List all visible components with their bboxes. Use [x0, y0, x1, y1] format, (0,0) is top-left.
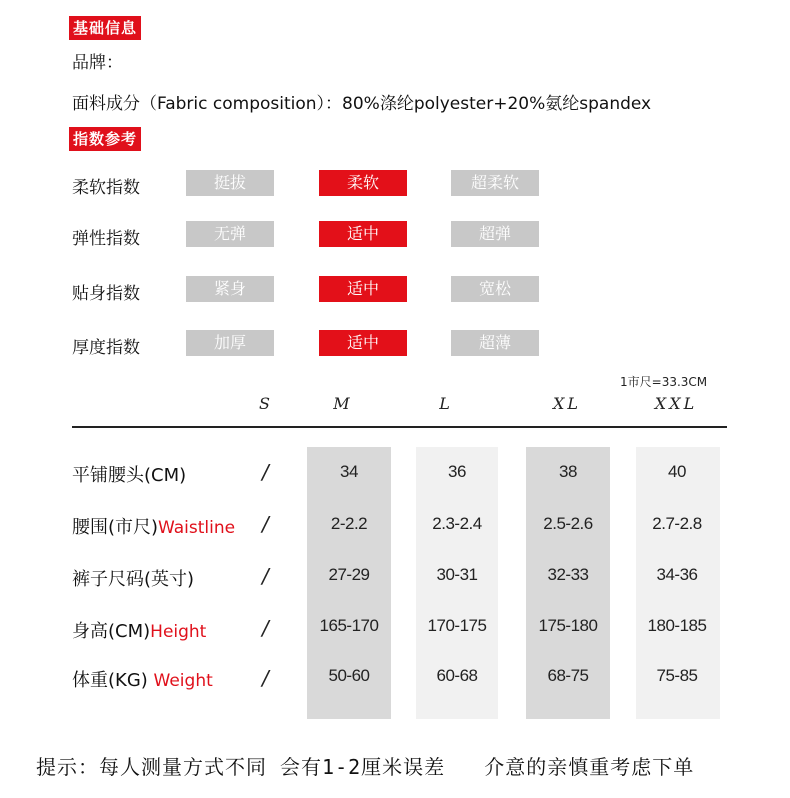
index-ref-tag: 指数参考 [69, 127, 141, 151]
size-s-cell: / [262, 564, 269, 588]
size-xl-cell: 2.5-2.6 [543, 514, 593, 533]
size-l-cell: 60-68 [436, 666, 478, 685]
size-header-xxl: XXL [654, 394, 698, 413]
size-m-cell: 165-170 [319, 616, 379, 635]
size-s-cell: / [262, 616, 269, 640]
size-l-cell: 30-31 [436, 565, 478, 584]
size-xxl-cell: 40 [668, 462, 686, 481]
row-label-en: Height [150, 622, 207, 642]
index-option-selected: 适中 [319, 276, 407, 302]
size-s-cell: / [262, 460, 269, 484]
size-m-cell: 50-60 [328, 666, 370, 685]
row-label: 体重(KG) Weight [72, 670, 213, 691]
index-option: 宽松 [451, 276, 539, 302]
size-xxl-cell: 180-185 [647, 616, 707, 635]
index-row-label: 弹性指数 [72, 229, 140, 249]
index-option-selected: 适中 [319, 221, 407, 247]
size-header-xl: XL [552, 394, 581, 413]
row-label: 身高(CM)Height [72, 621, 207, 642]
row-label-en: Waistline [158, 518, 236, 538]
size-xxl-cell: 75-85 [656, 666, 698, 685]
brand-line [72, 48, 123, 73]
size-s-cell: / [262, 512, 269, 536]
brand-label: 品牌： [72, 53, 123, 73]
row-label: 裤子尺码(英寸) [72, 569, 195, 590]
index-option-selected: 适中 [319, 330, 407, 356]
table-divider [72, 426, 727, 428]
size-l-cell: 36 [448, 462, 466, 481]
size-header-m: M [333, 394, 353, 413]
index-option: 紧身 [186, 276, 274, 302]
row-label-en: Weight [153, 671, 213, 691]
index-option: 超弹 [451, 221, 539, 247]
fabric-value: 80%涤纶polyester+20%氨纶spandex [342, 94, 652, 114]
basic-info-tag: 基础信息 [69, 16, 141, 40]
index-option: 无弹 [186, 221, 274, 247]
index-option: 加厚 [186, 330, 274, 356]
size-m-cell: 27-29 [328, 565, 370, 584]
index-option: 挺拔 [186, 170, 274, 196]
row-label: 腰围(市尺)Waistline [72, 517, 236, 538]
index-row-label: 厚度指数 [72, 338, 140, 358]
unit-note: 1市尺=33.3CM [620, 375, 708, 389]
size-l-cell: 170-175 [427, 616, 487, 635]
index-row-label: 贴身指数 [72, 284, 140, 304]
size-header-s: S [259, 394, 273, 413]
footer-tip: 提示：每人测量方式不同 会有1-2厘米误差 介意的亲慎重考虑下单 [36, 755, 695, 779]
index-row-label: 柔软指数 [72, 178, 140, 198]
fabric-line [72, 89, 651, 114]
index-option-selected: 柔软 [319, 170, 407, 196]
size-m-cell: 2-2.2 [330, 514, 368, 533]
index-option: 超柔软 [451, 170, 539, 196]
size-xl-cell: 68-75 [547, 666, 589, 685]
size-xl-cell: 32-33 [547, 565, 589, 584]
size-xl-cell: 38 [559, 462, 577, 481]
size-xxl-cell: 2.7-2.8 [652, 514, 702, 533]
size-s-cell: / [262, 666, 269, 690]
size-xxl-cell: 34-36 [656, 565, 698, 584]
size-header-l: L [439, 394, 453, 413]
fabric-label: 面料成分（Fabric composition）： [72, 94, 343, 114]
index-option: 超薄 [451, 330, 539, 356]
row-label: 平铺腰头(CM) [72, 465, 187, 486]
size-xl-cell: 175-180 [538, 616, 598, 635]
size-m-cell: 34 [340, 462, 358, 481]
size-l-cell: 2.3-2.4 [432, 514, 482, 533]
